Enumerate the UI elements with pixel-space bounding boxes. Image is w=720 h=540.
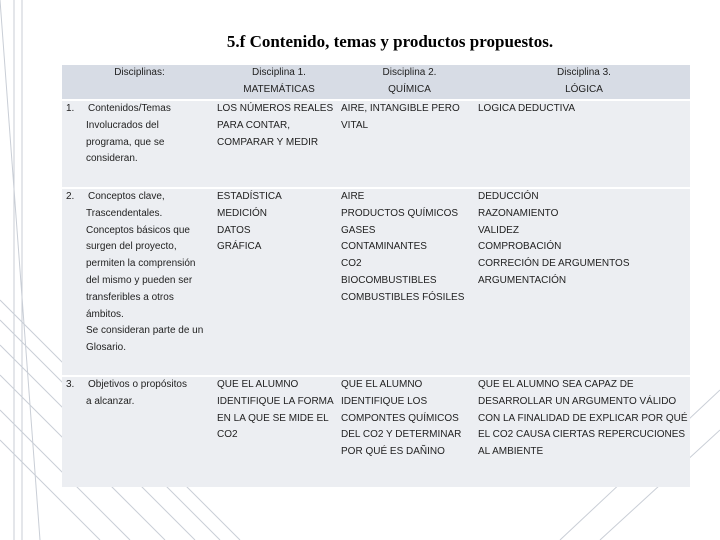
header-line: Disciplina 3. xyxy=(557,67,611,78)
row-label-line: permiten la comprensión xyxy=(86,258,196,270)
cell-line: GRÁFICA xyxy=(217,241,262,253)
cell-line: VALIDEZ xyxy=(478,224,519,236)
cell-line: PRODUCTOS QUÍMICOS xyxy=(341,207,459,219)
cell-line: QUE EL ALUMNO xyxy=(217,379,299,390)
cell-line: QUE EL ALUMNO SEA CAPAZ DE xyxy=(478,379,634,390)
logica-cell xyxy=(478,101,690,187)
header-line: LÓGICA xyxy=(565,83,603,95)
cell-line: IDENTIFIQUE LOS xyxy=(341,395,428,407)
cell-line: RAZONAMIENTO xyxy=(478,207,559,219)
cell-line: DESARROLLAR UN ARGUMENTO VÁLIDO xyxy=(478,395,677,407)
row-number: 1. xyxy=(66,103,75,114)
cell-line: CORRECIÓN DE ARGUMENTOS xyxy=(478,258,630,270)
cell-line: ESTADÍSTICA xyxy=(217,191,282,202)
header-disciplinas xyxy=(62,65,217,99)
header-line: Disciplina 1. xyxy=(252,67,306,78)
cell-line: AIRE, INTANGIBLE PERO xyxy=(341,103,460,114)
cell-line: EN LA QUE SE MIDE EL xyxy=(217,412,329,424)
row-label-cell xyxy=(62,189,217,375)
cell-line: MEDICIÓN xyxy=(217,207,267,219)
cell-line: COMPONTES QUÍMICOS xyxy=(341,412,459,424)
table-row xyxy=(62,101,690,187)
logica-cell xyxy=(478,377,690,487)
header-line: Disciplinas: xyxy=(114,67,165,78)
cell-line: LOGICA DEDUCTIVA xyxy=(478,103,576,114)
cell-line: QUE EL ALUMNO xyxy=(341,379,423,390)
header-line: QUÍMICA xyxy=(388,83,431,95)
row-label-cell xyxy=(62,377,217,487)
header-disciplina-3 xyxy=(478,65,690,99)
header-line: MATEMÁTICAS xyxy=(243,83,315,95)
cell-line: DATOS xyxy=(217,224,251,236)
row-number: 3. xyxy=(66,379,75,390)
cell-line: GASES xyxy=(341,224,376,236)
cell-line: BIOCOMBUSTIBLES xyxy=(341,274,437,286)
matematicas-cell xyxy=(217,101,341,187)
row-label-line: ámbitos. xyxy=(86,308,124,320)
logica-cell xyxy=(478,189,690,375)
row-label-line: Involucrados del xyxy=(86,119,159,131)
matematicas-cell xyxy=(217,377,341,487)
row-label-line: Conceptos básicos que xyxy=(86,224,190,236)
row-label-line: Se consideran parte de un xyxy=(86,325,204,337)
cell-line: EL CO2 CAUSA CIERTAS REPERCUCIONES xyxy=(478,429,686,441)
cell-line: DEDUCCIÓN xyxy=(478,191,539,202)
cell-line: CON LA FINALIDAD DE EXPLICAR POR QUÉ xyxy=(478,412,688,424)
cell-line: CONTAMINANTES xyxy=(341,241,427,253)
row-label-line: transferibles a otros xyxy=(86,291,174,303)
cell-line: COMPARAR Y MEDIR xyxy=(217,136,319,148)
row-label-first-line: Conceptos clave, xyxy=(88,191,165,202)
matematicas-cell xyxy=(217,189,341,375)
cell-line: IDENTIFIQUE LA FORMA xyxy=(217,395,334,407)
quimica-cell xyxy=(341,189,478,375)
cell-line: PARA CONTAR, xyxy=(217,119,290,131)
cell-line: LOS NÚMEROS REALES xyxy=(217,103,334,114)
row-label-cell xyxy=(62,101,217,187)
row-label-line: del mismo y pueden ser xyxy=(86,274,193,286)
row-label-line: Trascendentales. xyxy=(86,207,163,219)
content-table xyxy=(62,65,690,487)
cell-line: ARGUMENTACIÓN xyxy=(478,274,567,286)
header-disciplina-2 xyxy=(341,65,478,99)
cell-line: CO2 xyxy=(217,429,238,441)
cell-line: COMPROBACIÓN xyxy=(478,241,562,253)
row-label-first-line: Objetivos o propósitos xyxy=(88,379,187,390)
row-label-line: consideran. xyxy=(86,153,138,165)
cell-line: POR QUÉ ES DAÑINO xyxy=(341,446,445,458)
row-label-line: surgen del proyecto, xyxy=(86,241,177,253)
cell-line: DEL CO2 Y DETERMINAR xyxy=(341,429,462,441)
cell-line: CO2 xyxy=(341,258,362,270)
row-label-line: Glosario. xyxy=(86,342,127,354)
row-label-line: programa, que se xyxy=(86,136,165,148)
header-line: Disciplina 2. xyxy=(382,67,437,78)
row-label-line: a alcanzar. xyxy=(86,395,135,407)
row-number: 2. xyxy=(66,191,75,202)
page-title: 5.f Contenido, temas y productos propuestos. xyxy=(226,32,554,51)
cell-line: AL AMBIENTE xyxy=(478,446,544,458)
cell-line: VITAL xyxy=(341,119,369,131)
table-header-row xyxy=(62,65,690,99)
cell-line: AIRE xyxy=(341,191,365,202)
header-disciplina-1 xyxy=(217,65,341,99)
quimica-cell xyxy=(341,377,478,487)
row-label-first-line: Contenidos/Temas xyxy=(88,103,171,114)
cell-line: COMBUSTIBLES FÓSILES xyxy=(341,291,465,303)
quimica-cell xyxy=(341,101,478,187)
table-row xyxy=(62,189,690,375)
table-row xyxy=(62,377,690,487)
